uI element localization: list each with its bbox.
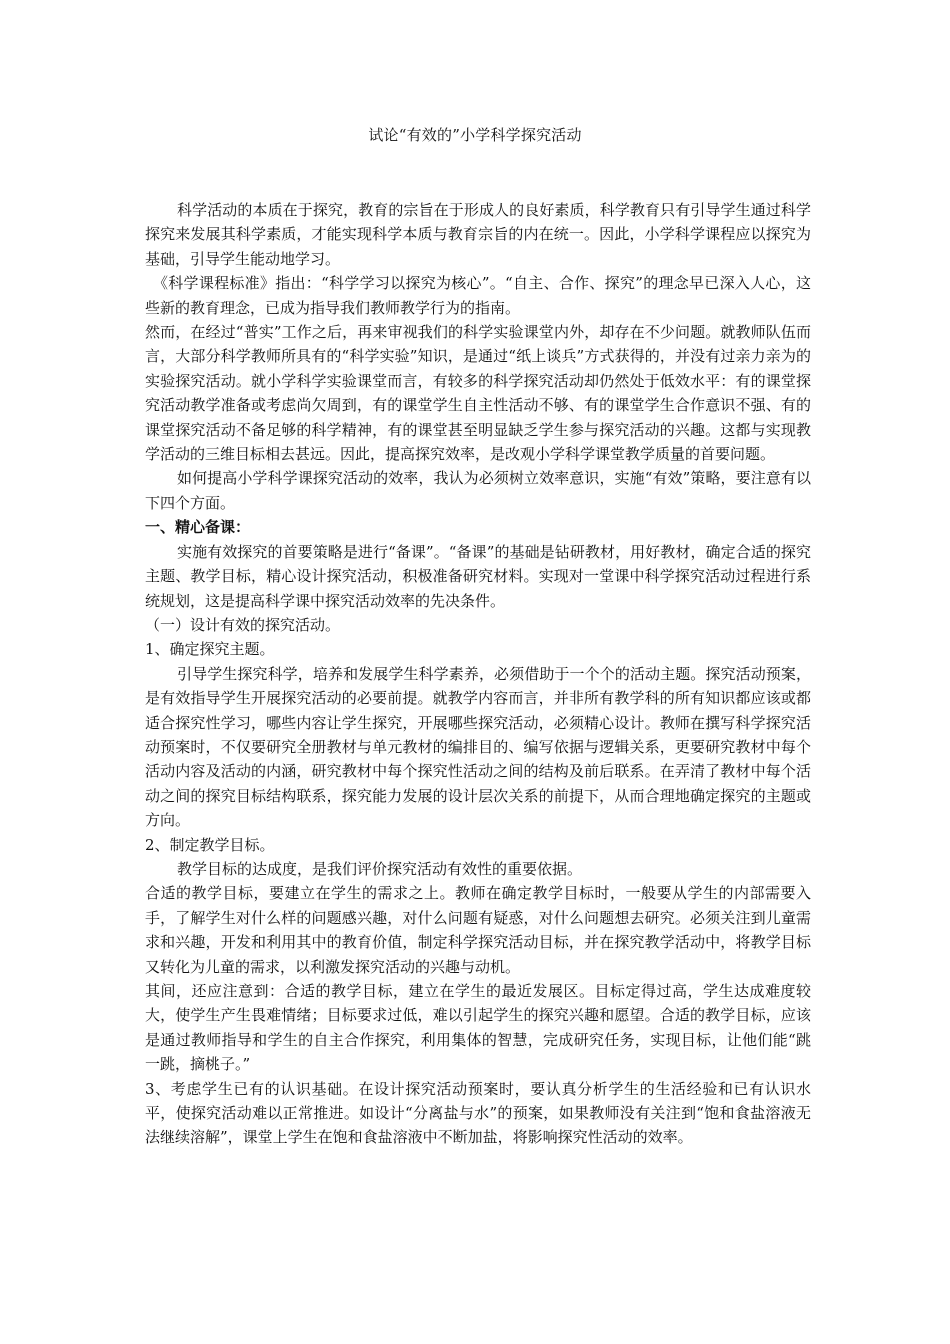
paragraph: 引导学生探究科学，培养和发展学生科学素养，必须借助于一个个的活动主题。探究活动预案，是有效指导学生开展探究活动的必要前提。就教学内容而言，并非所有教学科的所有知识都应该或都适合探究性学习，哪些内容让学生探究，开展哪些探究活动，必须精心设计。教师在撰写科学探究活动预案时，不仅要研究全册教材与单元教材的编排目的、编写依据与逻辑关系，更要研究教材中每个活动内容及活动的内涵，研究教材中每个探究性活动之间的结构及前后联系。在弄清了教材中每个活动之间的探究目标结构联系，探究能力发展的设计层次关系的前提下，从而合理地确定探究的主题或方向。 <box>145 664 811 830</box>
paragraph: 科学活动的本质在于探究，教育的宗旨在于形成人的良好素质，科学教育只有引导学生通过科学探究来发展其科学素质，才能实现科学本质与教育宗旨的内在统一。因此，小学科学课程应以探究为基础，引导学生能动地学习。 <box>145 201 811 268</box>
paragraph: 然而，在经过“普实”工作之后，再来审视我们的科学实验课堂内外，却存在不少问题。就教师队伍而言，大部分科学教师所具有的“科学实验”知识，是通过“纸上谈兵”方式获得的，并没有过亲力亲为的实验探究活动。就小学科学实验课堂而言，有较多的科学探究活动却仍然处于低效水平：有的课堂探究活动教学准备或考虑尚欠周到，有的课堂学生自主性活动不够、有的课堂学生合作意识不强、有的课堂探究活动不备足够的科学精神，有的课堂甚至明显缺乏学生参与探究活动的兴趣。这都与实现教学活动的三维目标相去甚远。因此，提高探究效率，是改观小学科学课堂教学质量的首要问题。 <box>145 323 811 464</box>
paragraph: 教学目标的达成度，是我们评价探究活动有效性的重要依据。 <box>177 859 583 878</box>
section-heading: 一、精心备课： <box>145 518 251 537</box>
paragraph: 实施有效探究的首要策略是进行“备课”。“备课”的基础是钻研教材，用好教材，确定合适的探究主题、教学目标，精心设计探究活动，积极准备研究材料。实现对一堂课中科学探究活动过程进行系统规划，这是提高科学课中探究活动效率的先决条件。 <box>145 542 811 610</box>
paragraph: 合适的教学目标，要建立在学生的需求之上。教师在确定教学目标时，一般要从学生的内部需要入手，了解学生对什么样的问题感兴趣，对什么问题有疑惑，对什么问题想去研究。必须关注到儿童需求和兴趣，开发和利用其中的教育价值，制定科学探究活动目标，并在探究教学活动中，将教学目标又转化为儿童的需求，以利激发探究活动的兴趣与动机。 <box>145 884 811 976</box>
item-heading: 2、制定教学目标。 <box>145 835 275 854</box>
paragraph: 《科学课程标准》指出：“科学学习以探究为核心”。“自主、合作、探究”的理念早已深入人心，这些新的教育理念，已成为指导我们教师教学行为的指南。 <box>145 274 811 317</box>
paragraph: 其间，还应注意到：合适的教学目标，建立在学生的最近发展区。目标定得过高，学生达成难度较大，使学生产生畏难情绪；目标要求过低，难以引起学生的探究兴趣和愿望。合适的教学目标，应该是通过教师指导和学生的自主合作探究，利用集体的智慧，完成研究任务，实现目标，让他们能“跳一跳，摘桃子。” <box>145 982 811 1074</box>
document-title: 试论“有效的”小学科学探究活动 <box>368 126 582 144</box>
paragraph: 如何提高小学科学课探究活动的效率，我认为必须树立效率意识，实施“有效”策略，要注意有以下四个方面。 <box>145 469 811 512</box>
document-body <box>145 198 811 1150</box>
subsection-heading: （一）设计有效的探究活动。 <box>145 615 341 634</box>
paragraph: 3、考虑学生已有的认识基础。在设计探究活动预案时，要认真分析学生的生活经验和已有认识水平，使探究活动难以正常推进。如设计“分离盐与水”的预案，如果教师没有关注到“饱和食盐溶液无法继续溶解”，课堂上学生在饱和食盐溶液中不断加盐，将影响探究性活动的效率。 <box>145 1079 811 1147</box>
item-heading: 1、确定探究主题。 <box>145 640 275 659</box>
